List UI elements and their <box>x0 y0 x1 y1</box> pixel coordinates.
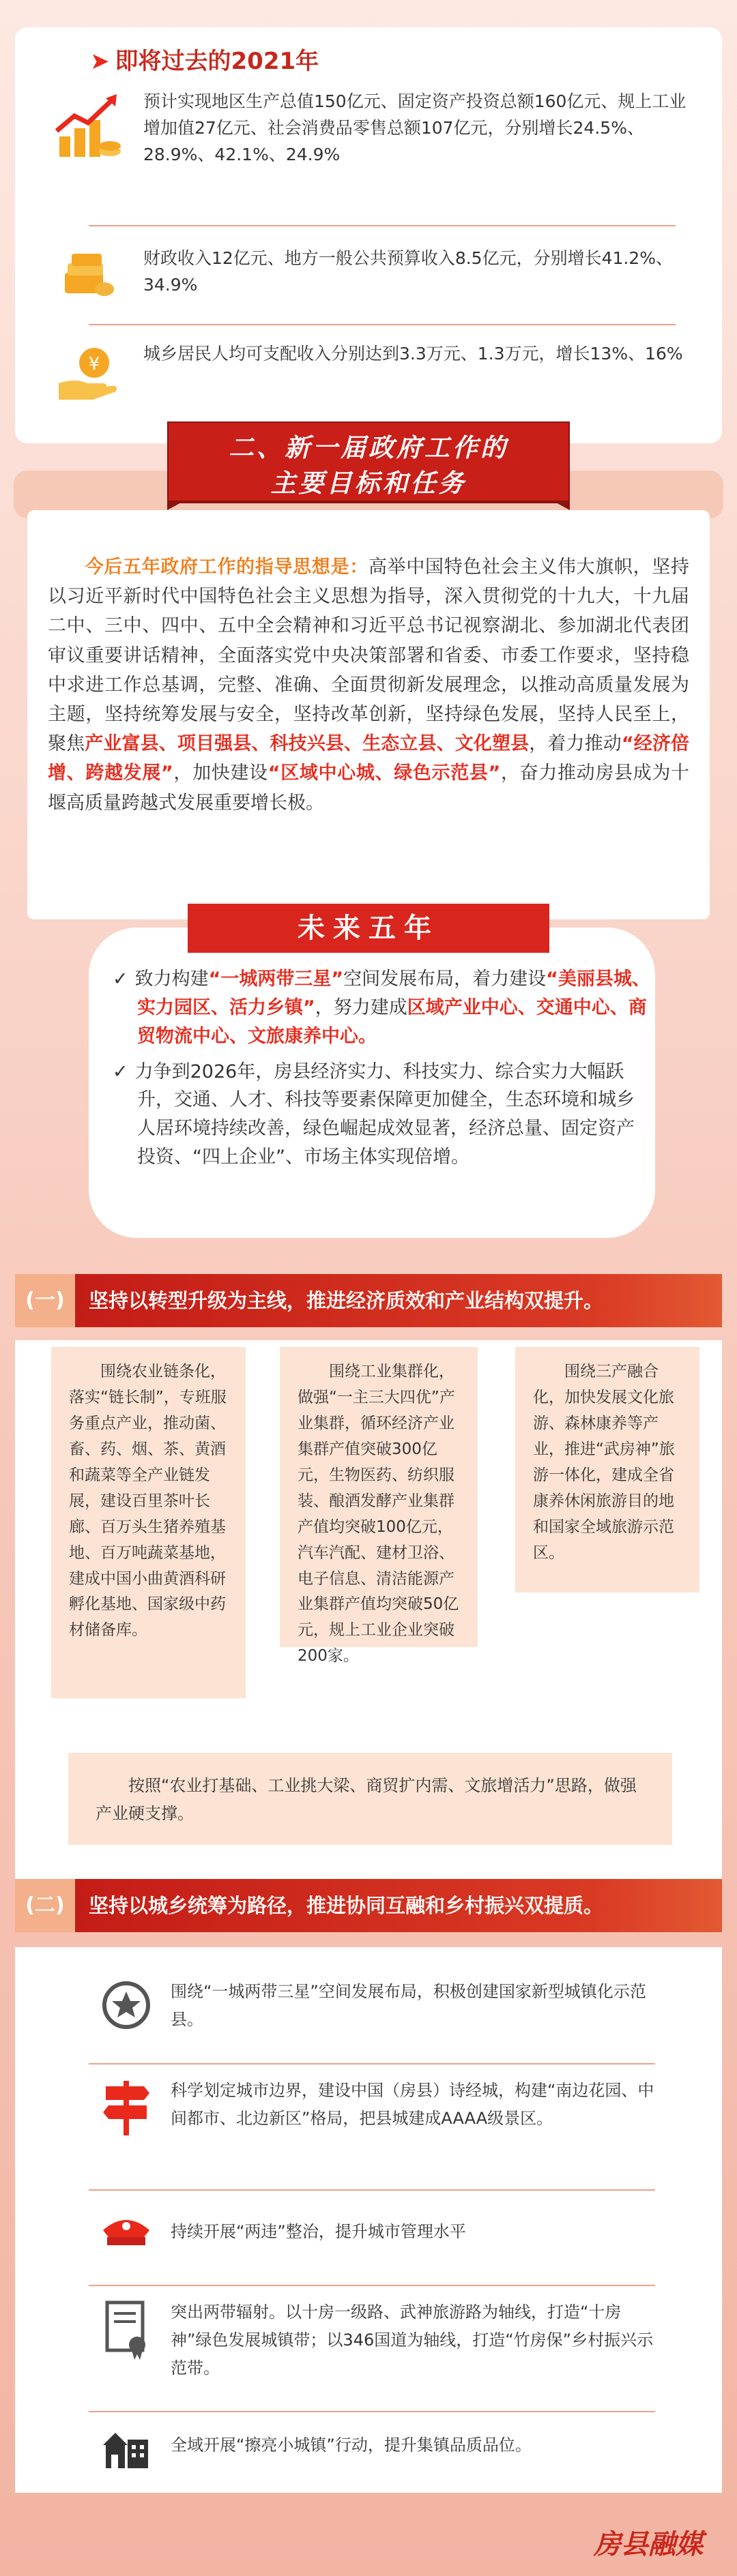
future-text: 力争到2026年，房县经济实力、科技实力、综合实力大幅跃升，交通、人才、科技等要素保障更加健全，生态环境和城乡人居环境持续改善，绿色崛起成效显著，经济总量、固定资产投资、“四上企业”、市场主体实现倍增。 <box>134 1061 635 1168</box>
part2-item-text: 持续开展“两违”整治，提升城市管理水平 <box>171 2222 466 2241</box>
medal-icon <box>89 1978 164 2032</box>
document-icon <box>89 2298 164 2360</box>
part1-heading-bar <box>15 1274 722 1327</box>
tertiary-column <box>515 1347 699 1593</box>
media-logo: 房县融媒 <box>594 2528 703 2560</box>
part1-heading: 坚持以转型升级为主线，推进经济质效和产业结构双提升。 <box>75 1274 722 1327</box>
sec2-title-line2: 主要目标和任务 <box>270 469 467 498</box>
future-text: 空间发展布局，着力建设 <box>343 968 547 990</box>
police-cap-icon <box>89 2210 164 2251</box>
column-text: 围绕三产融合化，加快发展文化旅游、森林康养等产业，推进“武房神”旅游一体化，建成全省康养休闲旅游目的地和国家全域旅游示范区。 <box>533 1363 675 1562</box>
stat-text: 预计实现地区生产总值150亿元、固定资产投资总额160亿元、规上工业增加值27亿元、社会消费品零售总额107亿元，分别增长24.5%、28.9%、42.1%、24.9% <box>143 91 687 164</box>
column-text: 围绕工业集群化，做强“一主三大四优”产业集群，循环经济产业集群产值突破300亿元，生物医药、纺织服装、酿酒发酵产业集群产值均突破100亿元，汽车汽配、建材卫浴、电子信息、清洁能源产业集群产值均突破50亿元，规上工业企业突破200家。 <box>298 1363 459 1665</box>
part2-item-text: 围绕“一城两带三星”空间发展布局，积极创建国家新型城镇化示范县。 <box>171 1982 646 2029</box>
future-text: ，努力建成 <box>315 996 407 1018</box>
guiding-highlight: “经济倍增、跨越发展” <box>48 733 689 784</box>
guiding-text: ，加快建设 <box>173 763 268 784</box>
divider <box>89 324 676 325</box>
divider <box>89 2411 655 2412</box>
future-item <box>113 1058 652 1172</box>
future-highlight: “美丽县城、实力园区、活力乡镇” <box>137 968 650 1018</box>
divider <box>89 2063 655 2064</box>
guiding-label: 今后五年政府工作的指导思想是： <box>85 557 369 578</box>
divider <box>89 2285 655 2286</box>
guiding-thought-paragraph <box>48 552 689 818</box>
stat-text: 城乡居民人均可支配收入分别达到3.3万元、1.3万元，增长13%、16% <box>143 344 683 364</box>
future-highlight: 区域产业中心、交通中心、商贸物流中心、文旅康养中心。 <box>137 996 647 1047</box>
summary-text: 按照“农业打基础、工业挑大梁、商贸扩内需、文旅增活力”思路，做强产业硬支撑。 <box>96 1776 637 1823</box>
column-text: 围绕农业链条化，落实“链长制”，专班服务重点产业，推动菌、畜、药、烟、茶、黄酒和蔬菜等全产业链发展，建设百里茶叶长廊、百万头生猪养殖基地、百万吨蔬菜基地，建成中国小曲黄酒科研孵化基地、国家级中药材储备库。 <box>69 1363 227 1640</box>
future-item <box>113 965 652 1051</box>
part2-item-text: 突出两带辐射。以十房一级路、武神旅游路为轴线，打造“十房神”绿色发展城镇带；以346国道为轴线，打造“竹房保”乡村振兴示范带。 <box>171 2303 654 2378</box>
growth-chart-icon <box>41 89 136 164</box>
stat-row-income <box>41 341 696 402</box>
future-list <box>113 965 652 1172</box>
industry-column <box>280 1347 478 1665</box>
town-icon <box>89 2425 164 2472</box>
part2-heading-bar <box>15 1879 722 1932</box>
divider <box>89 225 676 226</box>
divider <box>89 2189 655 2191</box>
guiding-highlight: 产业富县、项目强县、科技兴县、生态立县、文化塑县 <box>85 733 530 755</box>
part2-item <box>89 2425 655 2472</box>
part2-item <box>89 2298 655 2382</box>
part2-heading: 坚持以城乡统筹为路径，推进协同互融和乡村振兴双提质。 <box>75 1879 722 1932</box>
money-hand-icon <box>41 341 136 402</box>
stat-row-gdp <box>41 89 696 168</box>
future-text: 致力构建 <box>134 968 209 990</box>
sec2-title-banner <box>167 421 570 510</box>
guiding-text: ，奋力推动房县成为十堰高质量跨越式发展重要增长极。 <box>48 763 690 814</box>
part2-item <box>89 1978 655 2034</box>
guiding-highlight: “区域中心城、绿色示范县” <box>268 763 501 784</box>
stat-text: 财政收入12亿元、地方一般公共预算收入8.5亿元，分别增长41.2%、34.9% <box>143 248 673 295</box>
part2-number: (二) <box>15 1879 75 1932</box>
check-icon: ✓ <box>113 968 128 990</box>
past-year-title: ➤ 即将过去的2021年 <box>90 48 319 75</box>
part2-item <box>89 2210 655 2251</box>
svg-text:¥: ¥ <box>88 354 100 374</box>
signpost-icon <box>89 2077 164 2138</box>
agriculture-column <box>51 1347 246 1698</box>
part2-item-text: 全域开展“擦亮小城镇”行动，提升集镇品质品位。 <box>171 2436 532 2455</box>
guiding-text: ，着力推动 <box>529 733 622 755</box>
part2-item-text: 科学划定城市边界，建设中国（房县）诗经城，构建“南边花园、中间都市、北边新区”格局，把县城建成AAAA级景区。 <box>171 2081 654 2128</box>
stat-row-revenue <box>41 246 696 300</box>
part2-item <box>89 2077 655 2138</box>
future-highlight: “一城两带三星” <box>208 968 344 990</box>
part1-summary-box <box>68 1753 672 1845</box>
guiding-text: 高举中国特色社会主义伟大旗帜，坚持以习近平新时代中国特色社会主义思想为指导，深入贯彻党的十九大，十九届二中、三中、四中、五中全会精神和习近平总书记视察湖北、参加湖北代表团审议重要讲话精神，全面落实党中央决策部署和省委、市委工作要求，坚持稳中求进工作总基调，完整、准确、全面贯彻新发展理念，以推动高质量发展为主题，坚持统筹发展与安全，坚持改革创新，坚持绿色发展，坚持人民至上，聚焦 <box>48 557 689 755</box>
sec2-title-line1: 二、新一届政府工作的 <box>229 433 508 462</box>
gold-coins-icon <box>41 246 136 300</box>
future-title: 未来五年 <box>188 904 549 953</box>
part1-number: (一) <box>15 1274 75 1327</box>
check-icon: ✓ <box>113 1061 128 1082</box>
